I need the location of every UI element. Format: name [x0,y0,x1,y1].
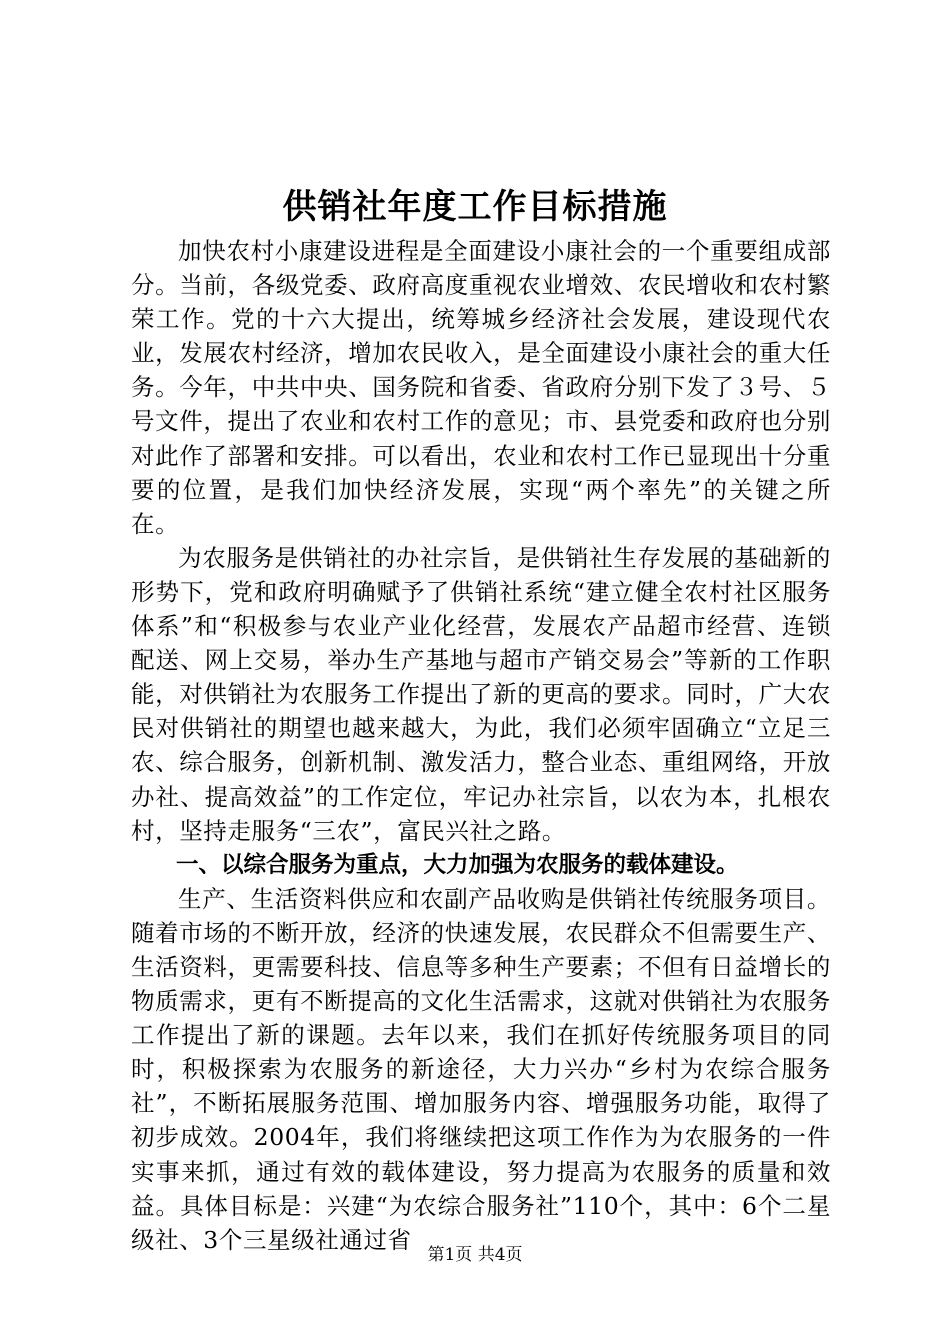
page-number-footer: 第1页 共4页 [427,1245,523,1265]
paragraph-intro: 加快农村小康建设进程是全面建设小康社会的一个重要组成部分。当前，各级党委、政府高度重视农业增效、农民增收和农村繁荣工作。党的十六大提出，统筹城乡经济社会发展，建设现代农业，发展农村经济，增加农民收入，是全面建设小康社会的重大任务。今年，中共中央、国务院和省委、省政府分别下发了３号、５号文件，提出了农业和农村工作的意见；市、县党委和政府也分别对此作了部署和安排。可以看出，农业和农村工作已显现出十分重要的位置，是我们加快经济发展，实现“两个率先”的关键之所在。 [131,237,831,538]
section-heading-1: 一、以综合服务为重点，大力加强为农服务的载体建设。 [176,851,739,878]
document-title: 供销社年度工作目标措施 [282,187,668,227]
document-body [131,234,831,1257]
paragraph-mission: 为农服务是供销社的办社宗旨，是供销社生存发展的基础新的形势下，党和政府明确赋予了供销社系统“建立健全农村社区服务体系”和“积极参与农业产业化经营，发展农产品超市经营、连锁配送、网上交易，举办生产基地与超市产销交易会”等新的工作职能，对供销社为农服务工作提出了新的更高的要求。同时，广大农民对供销社的期望也越来越大，为此，我们必须牢固确立“立足三农、综合服务，创新机制、激发活力，整合业态、重组网络，开放办社、提高效益”的工作定位，牢记办社宗旨，以农为本，扎根农村，坚持走服务“三农”，富民兴社之路。 [131,543,831,845]
paragraph-section-1: 生产、生活资料供应和农副产品收购是供销社传统服务项目。随着市场的不断开放，经济的快速发展，农民群众不但需要生产、生活资料，更需要科技、信息等多种生产要素；不但有日益增长的物质需求，更有不断提高的文化生活需求，这就对供销社为农服务工作提出了新的课题。去年以来，我们在抓好传统服务项目的同时，积极探索为农服务的新途径，大力兴办“乡村为农综合服务社”，不断拓展服务范围、增加服务内容、增强服务功能，取得了初步成效。2004年，我们将继续把这项工作作为为农服务的一件实事来抓，通过有效的载体建设，努力提高为农服务的质量和效益。具体目标是：兴建“为农综合服务社”110个，其中：6个二星级社、3个三星级社通过省 [131,884,831,1254]
